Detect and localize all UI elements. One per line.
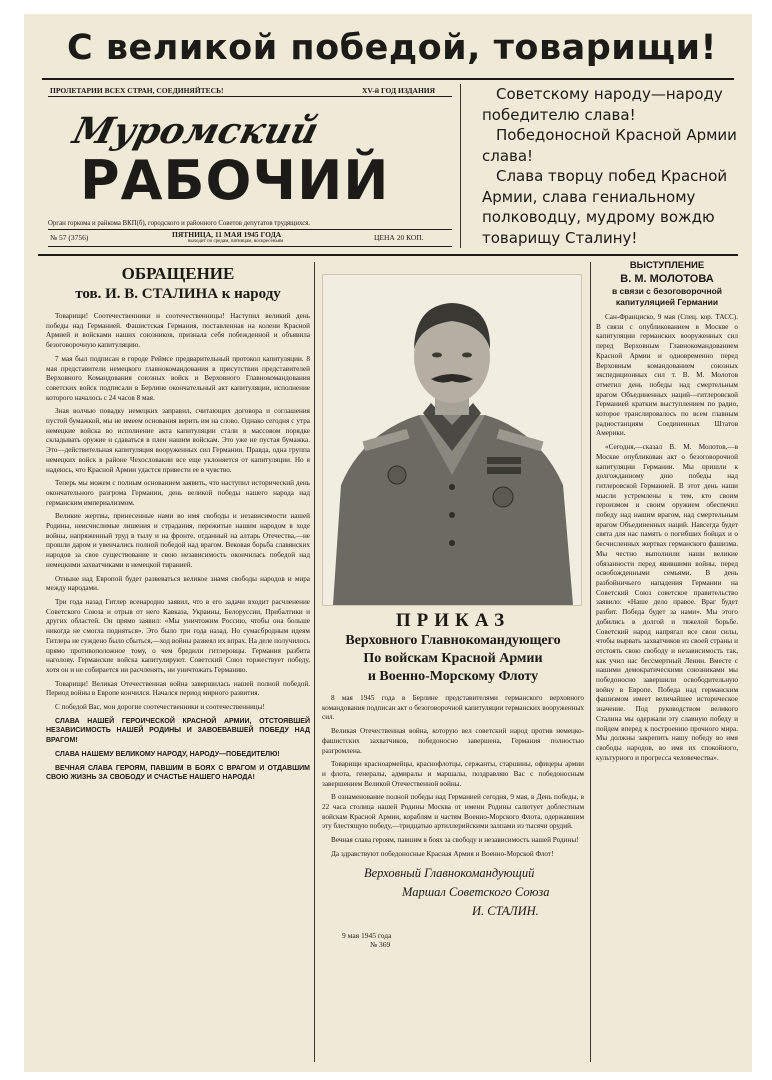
order-paragraph: Товарищи красноармейцы, краснофлотцы, сержанты, старшины, офицеры армии и флота, генералы, адмиралы и маршалы, поздравляю Вас с победоносным завершением Великой Отечественной войны. xyxy=(322,760,584,788)
order-article xyxy=(322,610,584,949)
speech-speaker: В. М. МОЛОТОВА xyxy=(620,273,714,285)
masthead-motto: ПРОЛЕТАРИИ ВСЕХ СТРАН, СОЕДИНЯЙТЕСЬ! xyxy=(50,86,224,95)
speech-paragraph: Сан-Франциско, 9 мая (Спец. кор. ТАСС). В связи с опубликованием в Москве о капитуляции германских вооруженных сил перед Верховным Главнокомандованием Красной Армии и одновременно перед Верховным командованием союзных экспедиционных сил т. В. М. Молотов отметил день победы над смертельным врагом Объединенных наций—гитлеровской Германией кратким выступлением по радио, которое транслировалось по всем главным радиостанциям Соединенных Штатов Америки. xyxy=(596,313,738,438)
column-divider xyxy=(590,262,591,1062)
order-title: ПРИКАЗ xyxy=(395,610,511,631)
section-rule xyxy=(38,254,738,256)
article-paragraph: Отныне над Европой будет развеваться великое знамя свободы народов и мира между народами. xyxy=(46,574,310,593)
article-paragraph: С победой Вас, мои дорогие соотечественники и соотечественницы! xyxy=(55,703,265,712)
masthead-title-block: РАБОЧИЙ xyxy=(80,149,390,212)
order-subtitle-line: и Военно-Морскому Флоту xyxy=(367,669,539,684)
order-body xyxy=(322,694,584,860)
headline-rule xyxy=(42,78,734,80)
article-paragraph: Товарищи! Соотечественники и соотечественницы! Наступил великий день победы над Германией. Фашистская Германия, поставленная на колени Красной Армией и войсками наших союзников, признала себя побежденной и объявила безоговорочную капитуляцию. xyxy=(46,312,310,350)
order-number: № 369 xyxy=(370,939,391,949)
article-subtitle: тов. И. В. СТАЛИНА к народу xyxy=(75,286,281,302)
masthead-year: XV-й ГОД ИЗДАНИЯ xyxy=(362,86,436,95)
order-paragraph: Да здравствуют победоносные Красная Армия и Военно-Морской Флот! xyxy=(331,849,554,858)
article-paragraph: Три года назад Гитлер всенародно заявил, что в его задачи входит расчленение Советского Союза и отрыв от него Кавказа, Украины, Белоруссии, Прибалтики и других областей. Он прямо заявил: «Мы уничтожим Россию, чтобы она больше никогда не смогла подняться». Это было три года назад. Но сумасбродным идеям Гитлера не суждено было сбыться,—ход войны развеял их впрах. На деле получилось прямо противоположное тому, о чем бредили гитлеровцы. Германия разбита наголову. Германские войска капитулируют. Советский Союз торжествует победу, хотя он и не собирается ни расчленять, ни уничтожать Германию. xyxy=(46,597,310,674)
speech-paragraph: «Сегодня,—сказал В. М. Молотов,—в Москве опубликован акт о безоговорочной капитуляции Германии. Мы пришли к долгожданному дню победы над гитлеровской Германией. В этот день наши мысли устремлены к тем, кто своим героизмом и своим оружием обеспечил победу над нашим врагом, над смертельным врагом Объединенных наций. Навсегда будет свята для нас память о погибших бойцах и о бесчисленных жертвах германского фашизма. Мы честно выполнили наши великие обязанности перед явившими войны, перед освобожденными семьями. В день разбойничьего нападения Германии на Советский Союз советское правительство заявило: «Наше дело правое. Враг будет разбит. Победа будет за нами». Мы этого добились в долгой и тяжелой борьбе. Советский народ напрягал все свои силы, чтобы вырвать захватчиков из своей страны и отстоять свою свободу и независимость так, как учил нас бессмертный Ленин. Вместе с нашими демократическими союзниками мы победоносно завершили освободительную войну в Европе. Победа над германским фашизмом имеет величайшее историческое значение. Под руководством великого Сталина мы одержали эту славную победу и пойдем вперед к построению прочного мира. Мы должны закрепить нашу победу во имя свободы народов, во имя их спокойного, культурного и прогресса человечества». xyxy=(596,443,738,762)
order-paragraph: В ознаменование полной победы над Германией сегодня, 9 мая, в День победы, в 22 часа столица нашей Родины Москва от имени Родины салютует доблестным войскам Красной Армии, кораблям и частям Военно-Морского Флота, одержавшим эту блестящую победу,—тридцатью артиллерийскими залпами из тысячи орудий. xyxy=(322,793,584,831)
article-paragraph: 7 мая был подписан в городе Реймсе предварительный протокол капитуляции. 8 мая представители немецкого главнокомандования в присутствии представителей Верховного Командования союзных войск и Верховного Главнокомандования советских войск подписали в Берлине окончательный акт капитуляции, исполнение которого началось с 24 часов 8 мая. xyxy=(46,354,310,402)
portrait-illustration xyxy=(323,275,581,605)
masthead-organ: Орган горкома и райкома ВКП(б), городского и районного Советов депутатов трудящихся. xyxy=(48,220,311,227)
slogans-box xyxy=(482,84,744,248)
article-paragraph: Зная волчью повадку немецких заправил, считающих договора и соглашения пустой бумажкой, мы не имеем основания верить им на слово. Однако сегодня с утра немецкие войска во исполнение акта капитуляции стали в массовом порядке складывать оружие и сдаваться в плен нашим войскам. Это уже не пустая бумажка. Это—действительная капитуляция вооруженных сил Германии. Правда, одна группа немецких войск в районе Чехословакии все еще уклоняется от капитуляции. Но я надеюсь, что Красной Армии удастся привести ее в чувство. xyxy=(46,407,310,474)
article-paragraph: Теперь мы можем с полным основанием заявить, что наступил исторический день окончательного разгрома Германии, день великой победы нашего народа над германским империализмом. xyxy=(46,479,310,507)
order-signature-name: И. СТАЛИН. xyxy=(472,903,539,918)
article-body xyxy=(46,312,310,783)
speech-heading: ВЫСТУПЛЕНИЕ xyxy=(629,260,705,271)
speech-body xyxy=(596,313,738,763)
article-title: ОБРАЩЕНИЕ xyxy=(121,264,235,283)
masthead-divider xyxy=(460,84,461,248)
stalin-portrait xyxy=(322,274,582,606)
newspaper-page xyxy=(24,14,752,1072)
closing-slogan: ВЕЧНАЯ СЛАВА ГЕРОЯМ, ПАВШИМ В БОЯХ С ВРАГОМ И ОТДАВШИМ СВОЮ ЖИЗНЬ ЗА СВОБОДУ И СЧАСТЬЕ НАШЕГО НАРОДА! xyxy=(46,764,310,782)
order-paragraph: 8 мая 1945 года в Берлине представителями германского верховного командования подписан акт о безоговорочной капитуляции германских вооруженных сил. xyxy=(322,694,584,722)
article-paragraph: Товарищи! Великая Отечественная война завершилась нашей полной победой. Период войны в Европе кончился. Начался период мирного развития. xyxy=(46,679,310,698)
issue-schedule: выходит по средам, пятницам, воскресеньям xyxy=(188,239,284,244)
issue-date: ПЯТНИЦА, 11 МАЯ 1945 ГОДА xyxy=(172,230,282,239)
slogan: Победоносной Красной Армии слава! xyxy=(482,126,737,165)
closing-slogan: СЛАВА НАШЕЙ ГЕРОИЧЕСКОЙ КРАСНОЙ АРМИИ, ОТСТОЯВШЕЙ НЕЗАВИСИМОСТЬ НАШЕЙ РОДИНЫ И ЗАВОЕВАВШЕЙ ПОБЕДУ НАД ВРАГОМ! xyxy=(46,717,310,745)
order-date: 9 мая 1945 года xyxy=(342,930,392,940)
order-subtitle-line: Верховного Главнокомандующего xyxy=(345,633,561,648)
front-page-headline: С великой победой, товарищи! xyxy=(67,28,717,68)
masthead-title-script: Муромский xyxy=(68,110,323,152)
order-subtitle-line: По войскам Красной Армии xyxy=(363,651,543,666)
order-paragraph: Великая Отечественная война, которую вел советский народ против немецко-фашистских захватчиков, победоносно завершена, Германия полностью разгромлена. xyxy=(322,727,584,755)
molotov-speech-article xyxy=(596,260,738,767)
slogan: Слава творцу побед Красной Армии, слава гениальному полководцу, мудрому вождю товарищу Сталину! xyxy=(482,167,728,247)
column-divider xyxy=(314,262,315,1062)
stalin-address-article xyxy=(46,264,310,787)
speech-subheading: в связи с безоговорочной капитуляцией Германии xyxy=(611,286,723,307)
order-signature-title: Верховный Главнокомандующий xyxy=(364,865,535,880)
slogan: Советскому народу—народу победителю слава! xyxy=(482,85,723,124)
article-paragraph: Великие жертвы, принесенные нами во имя свободы и независимости нашей Родины, неисчислимые лишения и страдания, пережитые нашим народом в ходе войны, напряженный труд в тылу и на фронте, отданный на алтарь Отечества,—не прошли даром и увенчались полной победой над врагом. Вековая борьба славянских народов за свое существование и свою независимость окончилась победой над немецкими захватчиками и немецкой тиранией. xyxy=(46,512,310,569)
order-paragraph: Вечная слава героям, павшим в боях за свободу и независимость нашей Родины! xyxy=(331,836,579,845)
issue-price: ЦЕНА 20 КОП. xyxy=(374,233,424,242)
masthead-rule-3 xyxy=(48,246,452,247)
closing-slogan: СЛАВА НАШЕМУ ВЕЛИКОМУ НАРОДУ, НАРОДУ—ПОБЕДИТЕЛЮ! xyxy=(55,750,280,758)
order-signature-rank: Маршал Советского Союза xyxy=(402,884,550,899)
issue-number: № 57 (3756) xyxy=(50,233,89,242)
masthead-rule xyxy=(48,96,452,97)
